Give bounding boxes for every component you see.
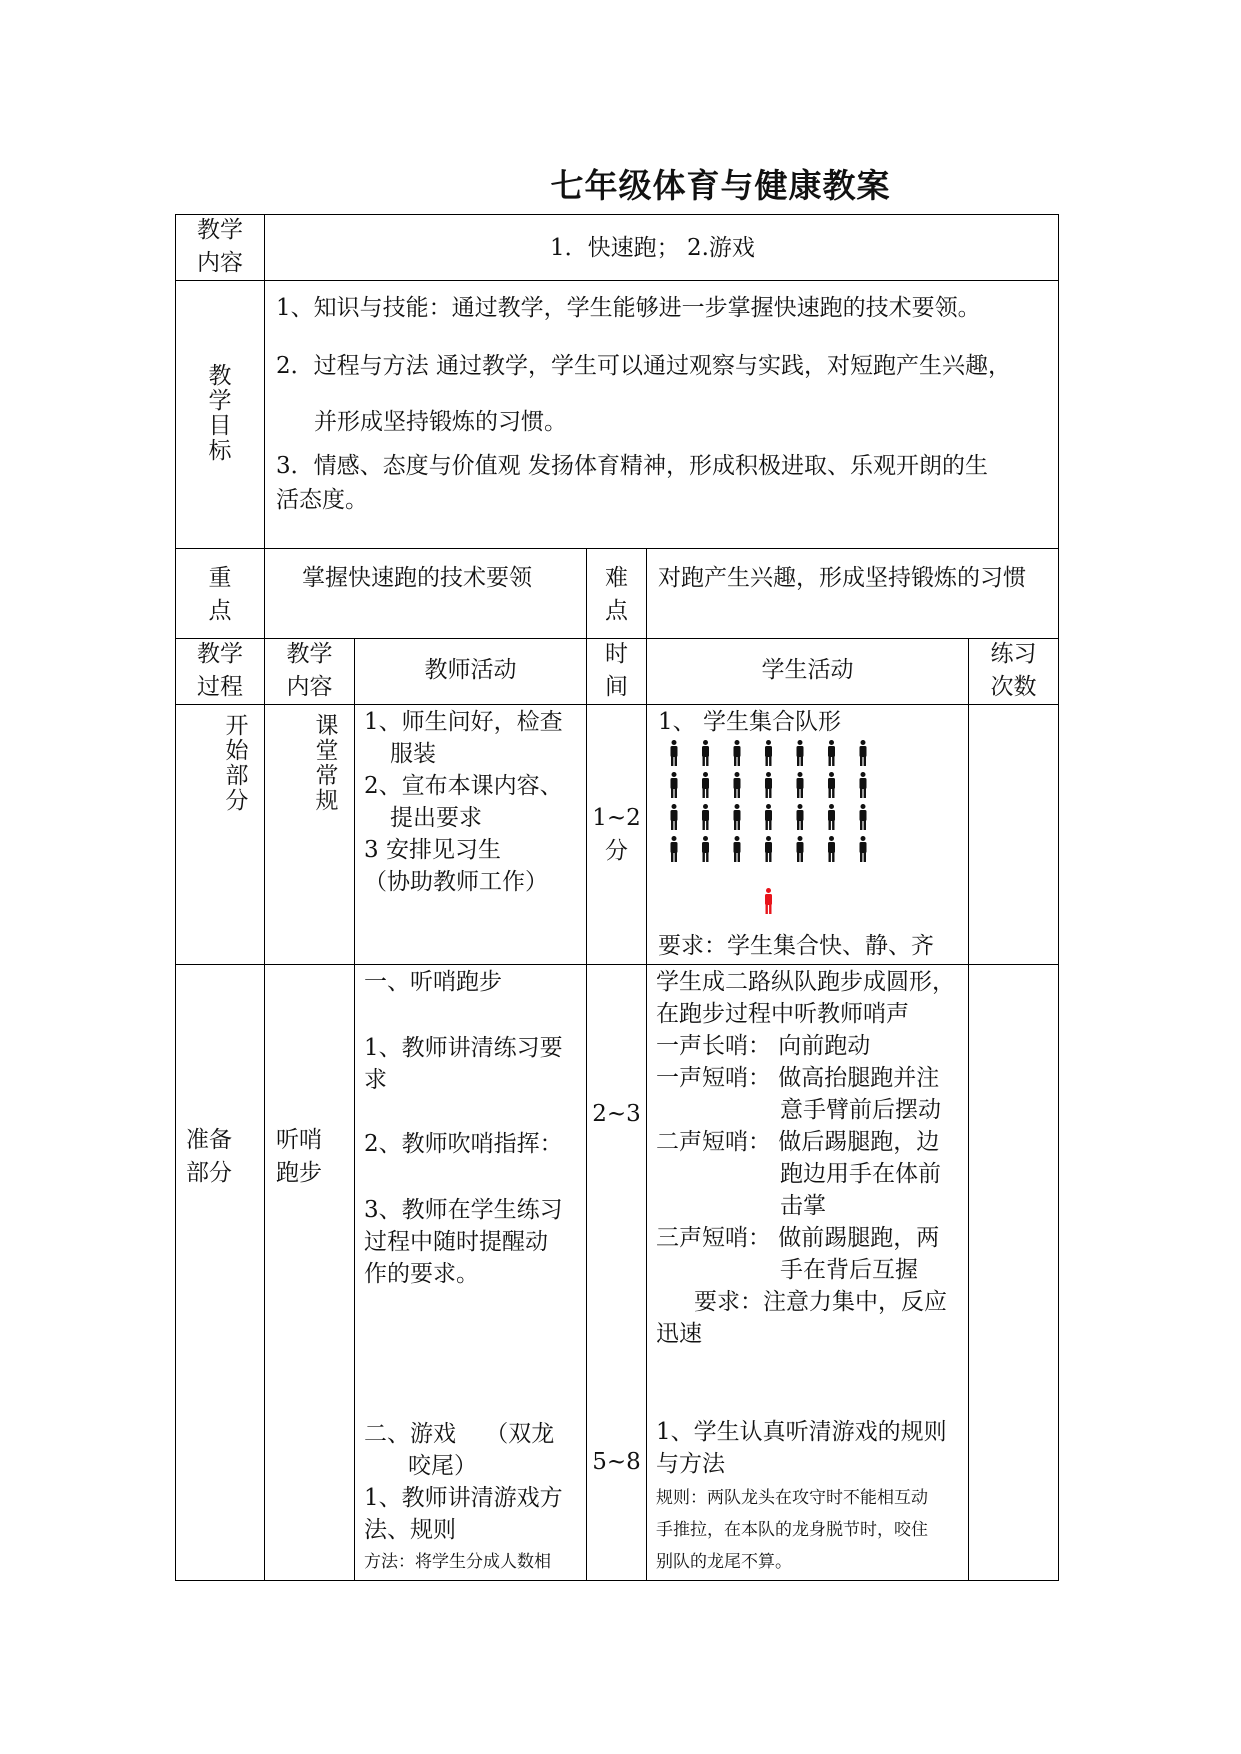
prep-student-a4: 一声短哨： 做高抬腿跑并注 [656,1065,940,1091]
objective-line-3: 并形成坚持锻炼的习惯。 [314,409,567,435]
objective-line-5: 活态度。 [276,487,368,513]
prep-teacher-a1: 一、听哨跑步 [364,969,502,995]
person-icon [765,772,772,798]
prep-time-a: 2~3 [592,1101,641,1127]
header-process: 教学 过程 [197,641,243,700]
person-icon [860,740,867,766]
person-icon [671,836,678,862]
person-icon [860,772,867,798]
prep-student-a5: 意手臂前后摆动 [780,1097,941,1123]
person-icon [828,772,835,798]
prep-student-a7: 跑边用手在体前 [780,1161,941,1187]
key-value: 掌握快速跑的技术要领 [302,565,532,591]
prep-teacher-a6: 过程中随时提醒动 [364,1229,548,1255]
stage-start: 开始部分 [225,713,249,814]
content-label: 教学 内容 [197,217,243,276]
start-teacher-4: 提出要求 [390,805,482,831]
prep-student-a9: 三声短哨： 做前踢腿跑，两 [656,1225,940,1251]
prep-student-a8: 击掌 [780,1193,826,1219]
prep-student-a6: 二声短哨： 做后踢腿跑，边 [656,1129,940,1155]
person-icon [797,836,804,862]
person-icon [734,836,741,862]
prep-student-a10: 手在背后互握 [780,1257,918,1283]
person-icon [702,804,709,830]
person-icon [860,804,867,830]
difficulty-label: 难 点 [605,565,628,624]
start-student-req: 要求：学生集合快、静、齐 [658,933,934,959]
person-icon [671,804,678,830]
header-time: 时 间 [605,641,628,700]
header-content: 教学 内容 [286,641,333,700]
header-teacher: 教师活动 [424,657,517,683]
person-icon [765,888,772,914]
objective-line-1: 1、知识与技能：通过教学，学生能够进一步掌握快速跑的技术要领。 [276,295,981,321]
start-teacher-1: 1、师生问好，检查 [364,709,563,735]
person-icon [702,772,709,798]
person-icon [702,740,709,766]
person-icon [734,804,741,830]
prep-teacher-a4: 2、教师吹哨指挥： [364,1131,563,1157]
start-student-1: 1、 学生集合队形 [658,709,841,735]
start-teacher-6: （协助教师工作） [364,869,548,895]
person-icon [702,836,709,862]
prep-student-a12: 迅速 [656,1321,702,1347]
person-icon [734,740,741,766]
prep-teacher-b5: 方法：将学生分成人数相 [364,1552,551,1572]
start-teacher-2: 服装 [390,741,436,767]
prep-student-b1: 1、学生认真听清游戏的规则 [656,1419,947,1445]
objective-line-2: 2．过程与方法 通过教学，学生可以通过观察与实践，对短跑产生兴趣， [276,353,1011,379]
person-icon [765,740,772,766]
person-icon [828,836,835,862]
start-teacher-3: 2、宣布本课内容、 [364,773,563,799]
formation-diagram [650,738,950,918]
key-label: 重 点 [208,565,232,624]
prep-teacher-a2: 1、教师讲清练习要 [364,1035,563,1061]
content-value: 1．快速跑； 2.游戏 [550,235,755,261]
person-icon [671,740,678,766]
prep-student-a1: 学生成二路纵队跑步成圆形， [656,969,955,995]
prep-teacher-b4: 法、规则 [364,1517,456,1543]
start-teacher-5: 3 安排见习生 [364,837,501,863]
prep-student-a11: 要求：注意力集中，反应 [694,1289,947,1315]
prep-time-b: 5~8 [592,1449,641,1475]
prep-teacher-a5: 3、教师在学生练习 [364,1197,563,1223]
objectives-label: 教学目标 [208,363,232,464]
person-icon [860,836,867,862]
prep-student-a2: 在跑步过程中听教师哨声 [656,1001,909,1027]
objective-line-4: 3．情感、态度与价值观 发扬体育精神，形成积极进取、乐观开朗的生 [276,453,988,479]
person-icon [765,836,772,862]
person-icon [797,804,804,830]
prep-teacher-a3: 求 [364,1067,387,1093]
person-icon [734,772,741,798]
content-routine: 课堂常规 [315,713,339,814]
prep-student-b2: 与方法 [656,1451,725,1477]
stage-prep: 准备 部分 [186,1127,232,1186]
prep-teacher-b2: 咬尾） [408,1453,477,1479]
header-student: 学生活动 [761,657,854,683]
person-icon [671,772,678,798]
prep-student-b4: 手推拉，在本队的龙身脱节时，咬住 [656,1520,928,1540]
difficulty-value: 对跑产生兴趣，形成坚持锻炼的习惯 [658,565,1026,591]
prep-teacher-b3: 1、教师讲清游戏方 [364,1485,563,1511]
prep-student-a3: 一声长哨： 向前跑动 [656,1033,871,1059]
person-icon [797,772,804,798]
person-icon [828,740,835,766]
start-time: 1~2 分 [592,805,641,864]
page-title: 七年级体育与健康教案 [550,166,891,205]
prep-teacher-b1: 二、游戏 （双龙 [364,1421,555,1447]
content-whistle-run: 听哨 跑步 [276,1127,322,1186]
header-reps: 练习 次数 [990,641,1037,700]
person-icon [828,804,835,830]
prep-student-b5: 别队的龙尾不算。 [656,1552,792,1572]
prep-student-b3: 规则：两队龙头在攻守时不能相互动 [656,1488,928,1508]
person-icon [797,740,804,766]
prep-teacher-a7: 作的要求。 [364,1261,479,1287]
person-icon [765,804,772,830]
